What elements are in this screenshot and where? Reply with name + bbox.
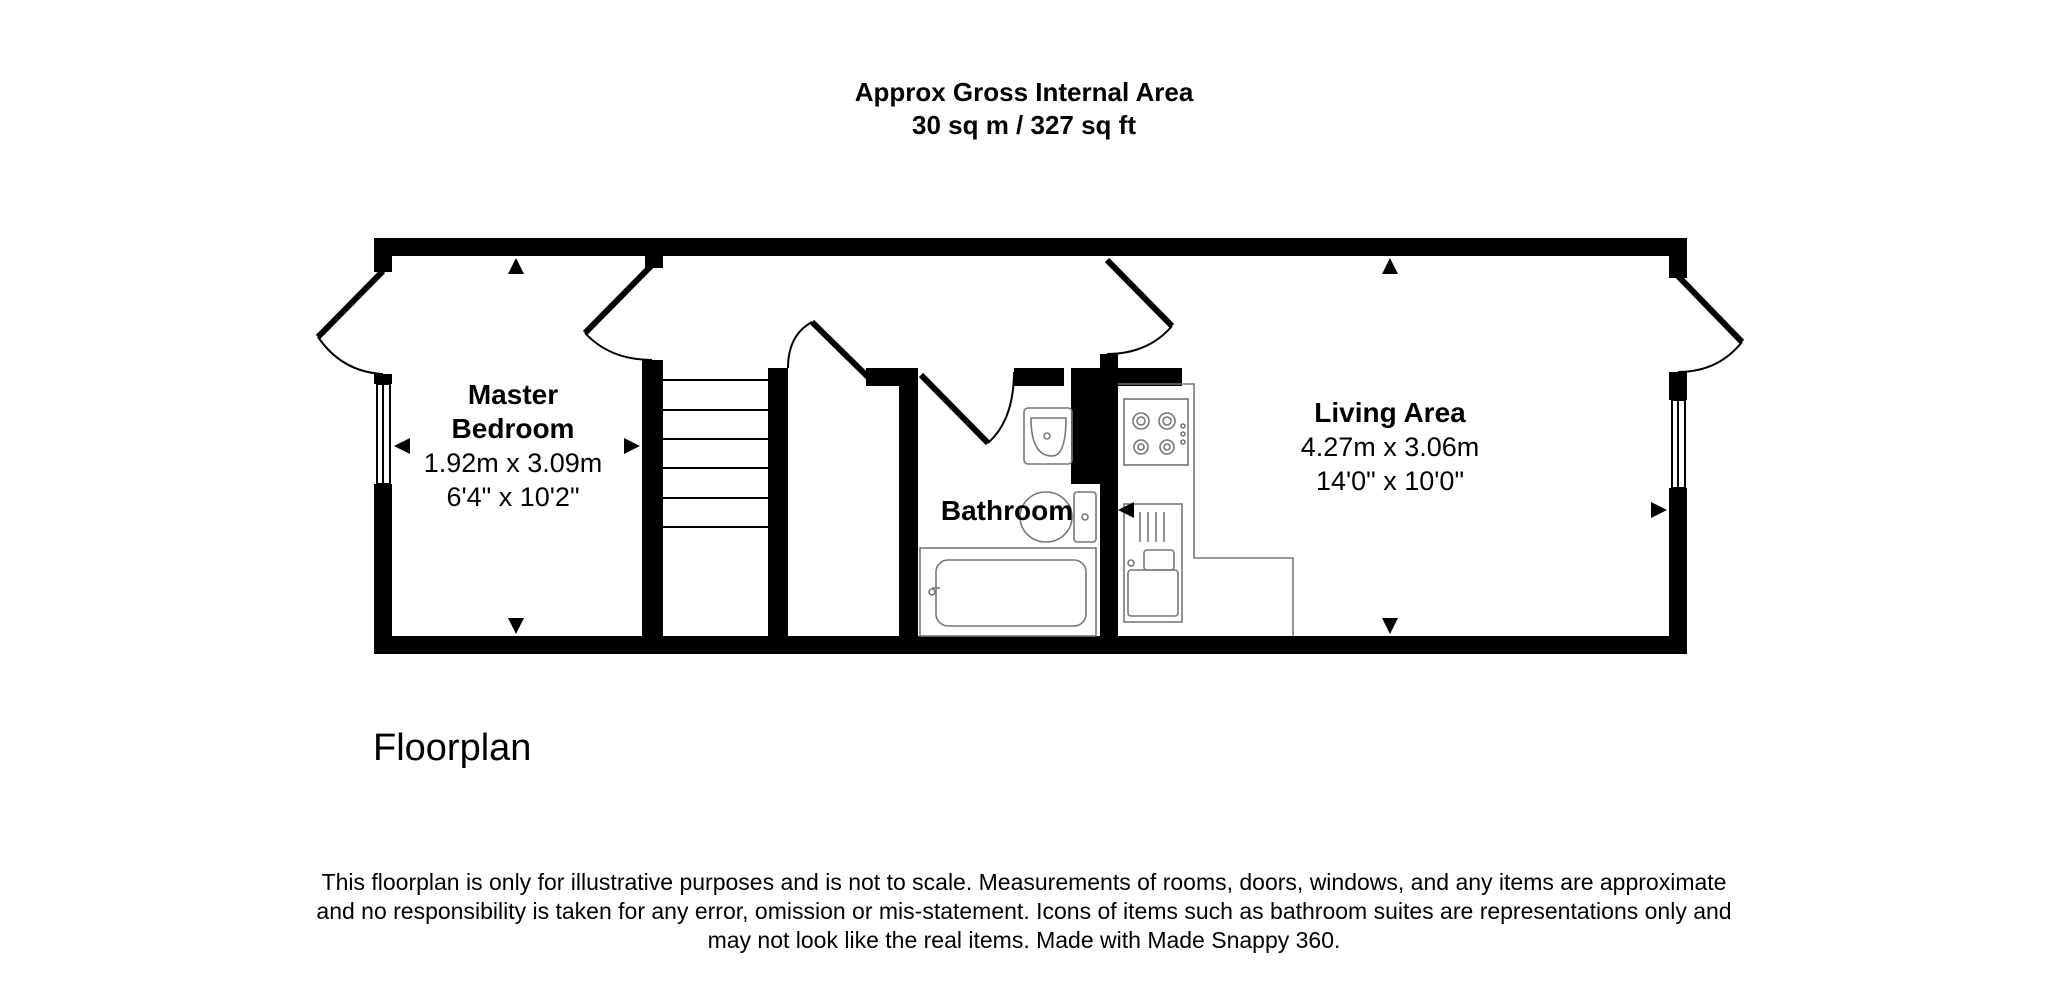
room-name-line: Bedroom bbox=[451, 413, 575, 444]
room-dim-imperial: 6'4" x 10'2" bbox=[446, 482, 580, 512]
floor-label: Floorplan bbox=[373, 727, 532, 769]
interior-walls bbox=[642, 256, 1182, 636]
living-entry-door bbox=[1678, 276, 1742, 372]
room-label-living-area bbox=[1268, 396, 1512, 498]
area-value: 30 sq m / 327 sq ft bbox=[912, 110, 1136, 140]
room-dim-imperial: 14'0" x 10'0" bbox=[1315, 466, 1465, 496]
hob bbox=[1124, 399, 1188, 465]
bathroom-door bbox=[921, 372, 1014, 443]
stairs bbox=[663, 380, 768, 527]
kitchen-sink bbox=[1124, 504, 1182, 622]
disclaimer-line: This floorplan is only for illustrative purposes and is not to scale. Measurements of rooms, doors, windows, and any items are approximate bbox=[321, 869, 1727, 895]
bedroom-entry-door bbox=[318, 271, 383, 374]
bathroom-sink bbox=[1024, 408, 1072, 464]
room-name-line: Master bbox=[467, 379, 559, 410]
area-title: Approx Gross Internal Area bbox=[854, 77, 1194, 107]
room-dim-metric: 1.92m x 3.09m bbox=[423, 448, 603, 478]
room-dim-metric: 4.27m x 3.06m bbox=[1300, 432, 1480, 462]
disclaimer-line: may not look like the real items. Made with Made Snappy 360. bbox=[707, 927, 1341, 953]
hall-entry-door bbox=[585, 265, 652, 360]
room-label-master-bedroom bbox=[413, 378, 613, 514]
room-name: Living Area bbox=[1314, 397, 1466, 428]
disclaimer bbox=[200, 868, 1848, 955]
kitchen-fixtures bbox=[1118, 384, 1293, 636]
disclaimer-line: and no responsibility is taken for any error, omission or mis-statement. Icons of items such as bathroom suites are representations only and bbox=[316, 898, 1732, 924]
bathtub bbox=[920, 548, 1096, 636]
living-door bbox=[1107, 260, 1172, 354]
room-label-bathroom bbox=[917, 494, 1097, 528]
room-name: Bathroom bbox=[940, 495, 1074, 526]
cupboard-door bbox=[788, 322, 868, 377]
